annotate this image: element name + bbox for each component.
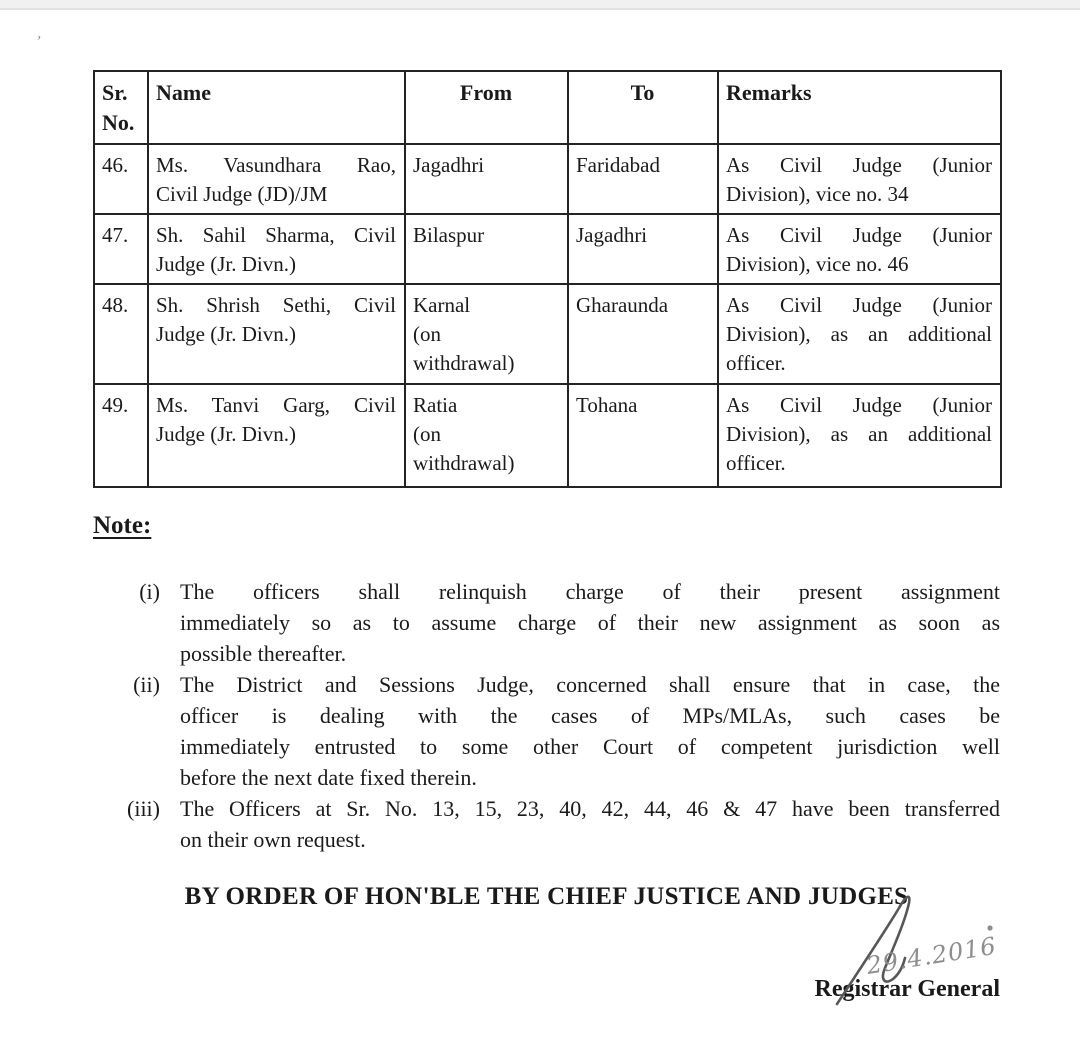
cell-line: Civil Judge (JD)/JM bbox=[156, 182, 328, 206]
table-row bbox=[94, 144, 1001, 214]
cell-line: Division), vice no. 46 bbox=[726, 252, 909, 276]
note-line: The officers shall relinquish charge of their present assignment bbox=[180, 579, 1000, 604]
cell-line: Division), vice no. 34 bbox=[726, 182, 909, 206]
column-header: Name bbox=[148, 71, 405, 144]
note-item bbox=[93, 669, 1000, 793]
signatory-title: Registrar General bbox=[814, 976, 1000, 1002]
cell-remarks bbox=[718, 144, 1001, 214]
cell-from bbox=[405, 214, 568, 284]
cell-line: (on bbox=[413, 422, 441, 446]
column-header: Sr. No. bbox=[94, 71, 148, 144]
cell-sr bbox=[94, 214, 148, 284]
cell-line: Faridabad bbox=[576, 153, 660, 177]
cell-line: Ratia bbox=[413, 393, 458, 417]
scan-edge-strip bbox=[0, 0, 1080, 10]
cell-line: officer. bbox=[726, 351, 786, 375]
cell-sr bbox=[94, 284, 148, 384]
cell-line: Ms. Vasundhara Rao, bbox=[156, 153, 396, 177]
cell-line: officer. bbox=[726, 451, 786, 475]
note-line: The Officers at Sr. No. 13, 15, 23, 40, 42, 44, 46 & 47 have been transferred bbox=[180, 796, 1000, 821]
scan-speck: ʼ bbox=[34, 33, 43, 51]
cell-to bbox=[568, 284, 718, 384]
cell-sr bbox=[94, 144, 148, 214]
signature-date: 29.4.2016 bbox=[864, 931, 999, 980]
cell-line: Judge (Jr. Divn.) bbox=[156, 422, 296, 446]
cell-line: Division), as an additional bbox=[726, 422, 992, 446]
table-row bbox=[94, 384, 1001, 487]
table-row bbox=[94, 214, 1001, 284]
cell-name bbox=[148, 384, 405, 487]
table-header bbox=[94, 71, 1001, 144]
cell-line: As Civil Judge (Junior bbox=[726, 223, 992, 247]
cell-line: Bilaspur bbox=[413, 223, 485, 247]
column-header: From bbox=[405, 71, 568, 144]
cell-line: Karnal bbox=[413, 293, 471, 317]
cell-line: Sh. Shrish Sethi, Civil bbox=[156, 293, 396, 317]
note-text bbox=[180, 669, 1000, 793]
cell-line: As Civil Judge (Junior bbox=[726, 293, 992, 317]
cell-line: Division), as an additional bbox=[726, 322, 992, 346]
cell-remarks bbox=[718, 284, 1001, 384]
cell-to bbox=[568, 384, 718, 487]
by-order-line: BY ORDER OF HON'BLE THE CHIEF JUSTICE AND JUDGES bbox=[184, 883, 909, 910]
note-item bbox=[93, 576, 1000, 669]
cell-line: As Civil Judge (Junior bbox=[726, 393, 992, 417]
cell-to bbox=[568, 144, 718, 214]
cell-to bbox=[568, 214, 718, 284]
note-line: immediately so as to assume charge of their new assignment as soon as bbox=[180, 610, 1000, 635]
cell-line: Tohana bbox=[576, 393, 638, 417]
column-header: Remarks bbox=[718, 71, 1001, 144]
cell-line: Jagadhri bbox=[576, 223, 648, 247]
note-item bbox=[93, 793, 1000, 855]
note-heading: Note: bbox=[93, 512, 152, 539]
cell-line: 47. bbox=[102, 223, 129, 247]
cell-line: Judge (Jr. Divn.) bbox=[156, 322, 296, 346]
note-line: immediately entrusted to some other Court of competent jurisdiction well bbox=[180, 734, 1000, 759]
cell-line: Judge (Jr. Divn.) bbox=[156, 252, 296, 276]
note-line: officer is dealing with the cases of MPs/MLAs, such cases be bbox=[180, 703, 1000, 728]
cell-line: As Civil Judge (Junior bbox=[726, 153, 992, 177]
note-marker: (i) bbox=[139, 579, 160, 604]
cell-line: Gharaunda bbox=[576, 293, 669, 317]
note-line: before the next date fixed therein. bbox=[180, 765, 477, 790]
cell-sr bbox=[94, 384, 148, 487]
note-list bbox=[93, 576, 1000, 855]
cell-from bbox=[405, 284, 568, 384]
column-header: To bbox=[568, 71, 718, 144]
note-text bbox=[180, 793, 1000, 855]
cell-from bbox=[405, 144, 568, 214]
cell-line: 48. bbox=[102, 293, 129, 317]
cell-from bbox=[405, 384, 568, 487]
cell-remarks bbox=[718, 214, 1001, 284]
cell-name bbox=[148, 144, 405, 214]
table-row bbox=[94, 284, 1001, 384]
signature-dot bbox=[987, 925, 992, 930]
cell-remarks bbox=[718, 384, 1001, 487]
note-line: The District and Sessions Judge, concerned shall ensure that in case, the bbox=[180, 672, 1000, 697]
cell-line: Jagadhri bbox=[413, 153, 485, 177]
note-text bbox=[180, 576, 1000, 669]
cell-line: 46. bbox=[102, 153, 129, 177]
cell-line: withdrawal) bbox=[413, 351, 515, 375]
cell-line: Ms. Tanvi Garg, Civil bbox=[156, 393, 396, 417]
cell-name bbox=[148, 284, 405, 384]
transfer-table bbox=[93, 70, 1002, 488]
signature bbox=[820, 886, 1015, 1010]
note-marker: (ii) bbox=[133, 672, 160, 697]
table-header-row bbox=[94, 71, 1001, 144]
cell-line: 49. bbox=[102, 393, 129, 417]
note-line: on their own request. bbox=[180, 827, 366, 852]
cell-line: withdrawal) bbox=[413, 451, 515, 475]
cell-name bbox=[148, 214, 405, 284]
table-body bbox=[94, 144, 1001, 487]
note-marker: (iii) bbox=[127, 796, 160, 821]
cell-line: Sh. Sahil Sharma, Civil bbox=[156, 223, 396, 247]
note-line: possible thereafter. bbox=[180, 641, 347, 666]
cell-line: (on bbox=[413, 322, 441, 346]
